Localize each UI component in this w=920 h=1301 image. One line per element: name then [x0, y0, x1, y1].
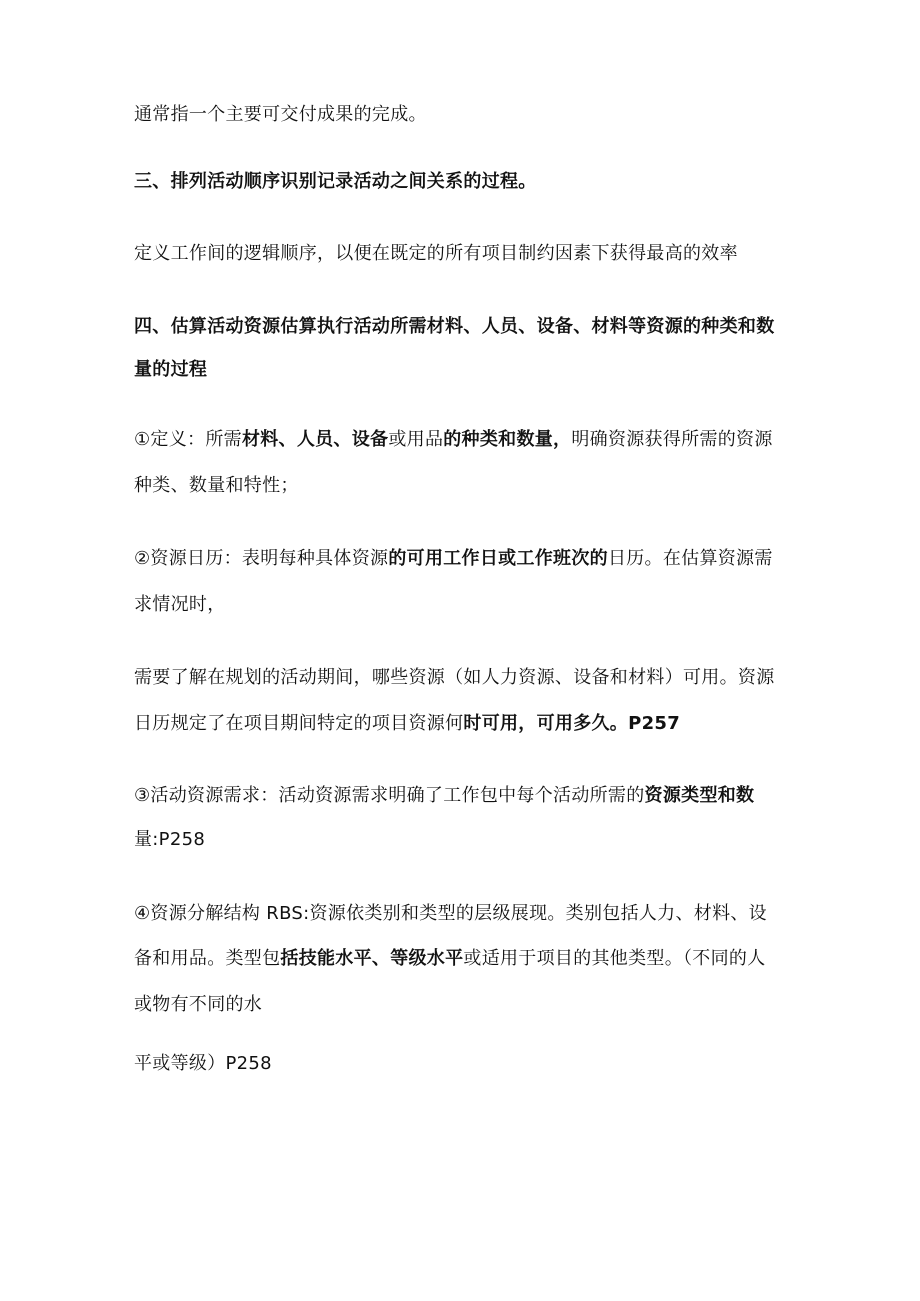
- item-3-line2: [134, 828, 794, 852]
- bold-text: 的可用工作日或工作班次的: [388, 548, 608, 569]
- bold-text: 括技能水平、等级水平: [280, 948, 464, 969]
- heading-text: 四、估算活动资源估算执行活动所需材料、人员、设备、材料等资源的种类和数: [134, 316, 775, 337]
- section-heading-3: [134, 170, 794, 194]
- text: 或用品: [388, 429, 444, 450]
- text: ③活动资源需求：活动资源需求明确了工作包中每个活动所需的: [134, 785, 645, 806]
- text: 备和用品。类型包: [134, 948, 281, 969]
- text: 求情况时，: [134, 594, 226, 615]
- bold-text: 材料、人员、设备: [241, 429, 389, 450]
- section-heading-4-line1: [134, 315, 794, 339]
- text: 日历。在估算资源需: [607, 548, 773, 569]
- bold-text: 的种类和数量，: [443, 429, 572, 450]
- text: 量:P258: [134, 829, 206, 850]
- heading-text: 量的过程: [134, 359, 208, 380]
- item-4-line1: [134, 902, 794, 926]
- paragraph-sequence-definition: [134, 242, 794, 266]
- item-2-line2: [134, 593, 794, 617]
- section-heading-4-line2: [134, 358, 794, 382]
- text: ④资源分解结构 RBS:资源依类别和类型的层级展现。类别包括人力、材料、设: [134, 903, 767, 924]
- bold-text: 时可用，可用多久。P257: [463, 713, 681, 734]
- text: 需要了解在规划的活动期间，哪些资源（如人力资源、设备和材料）可用。资源: [134, 667, 775, 688]
- bold-text: 资源类型和数: [644, 785, 755, 806]
- text: 平或等级）P258: [134, 1053, 272, 1074]
- text: 或适用于项目的其他类型。（不同的人: [463, 948, 766, 969]
- item-2-line4: [134, 712, 794, 736]
- text: 通常指一个主要可交付成果的完成。: [134, 104, 427, 125]
- text: ②资源日历：表明每种具体资源: [134, 548, 389, 569]
- paragraph-milestone-note: [134, 103, 794, 127]
- text: 明确资源获得所需的资源: [571, 429, 773, 450]
- item-1-line1: [134, 428, 794, 452]
- item-3-line1: [134, 784, 794, 808]
- item-4-line2: [134, 947, 794, 971]
- text: 日历规定了在项目期间特定的项目资源何: [134, 713, 464, 734]
- text: 种类、数量和特性；: [134, 475, 299, 496]
- text: 或物有不同的水: [134, 994, 263, 1015]
- item-4-line3: [134, 993, 794, 1017]
- item-2-line3: [134, 666, 794, 690]
- item-4-line4: [134, 1052, 794, 1076]
- item-2-line1: [134, 547, 794, 571]
- item-1-line2: [134, 474, 794, 498]
- text: ①定义：所需: [134, 429, 242, 450]
- text: 定义工作间的逻辑顺序，以便在既定的所有项目制约因素下获得最高的效率: [134, 243, 738, 264]
- heading-text: 三、排列活动顺序识别记录活动之间关系的过程。: [134, 171, 537, 192]
